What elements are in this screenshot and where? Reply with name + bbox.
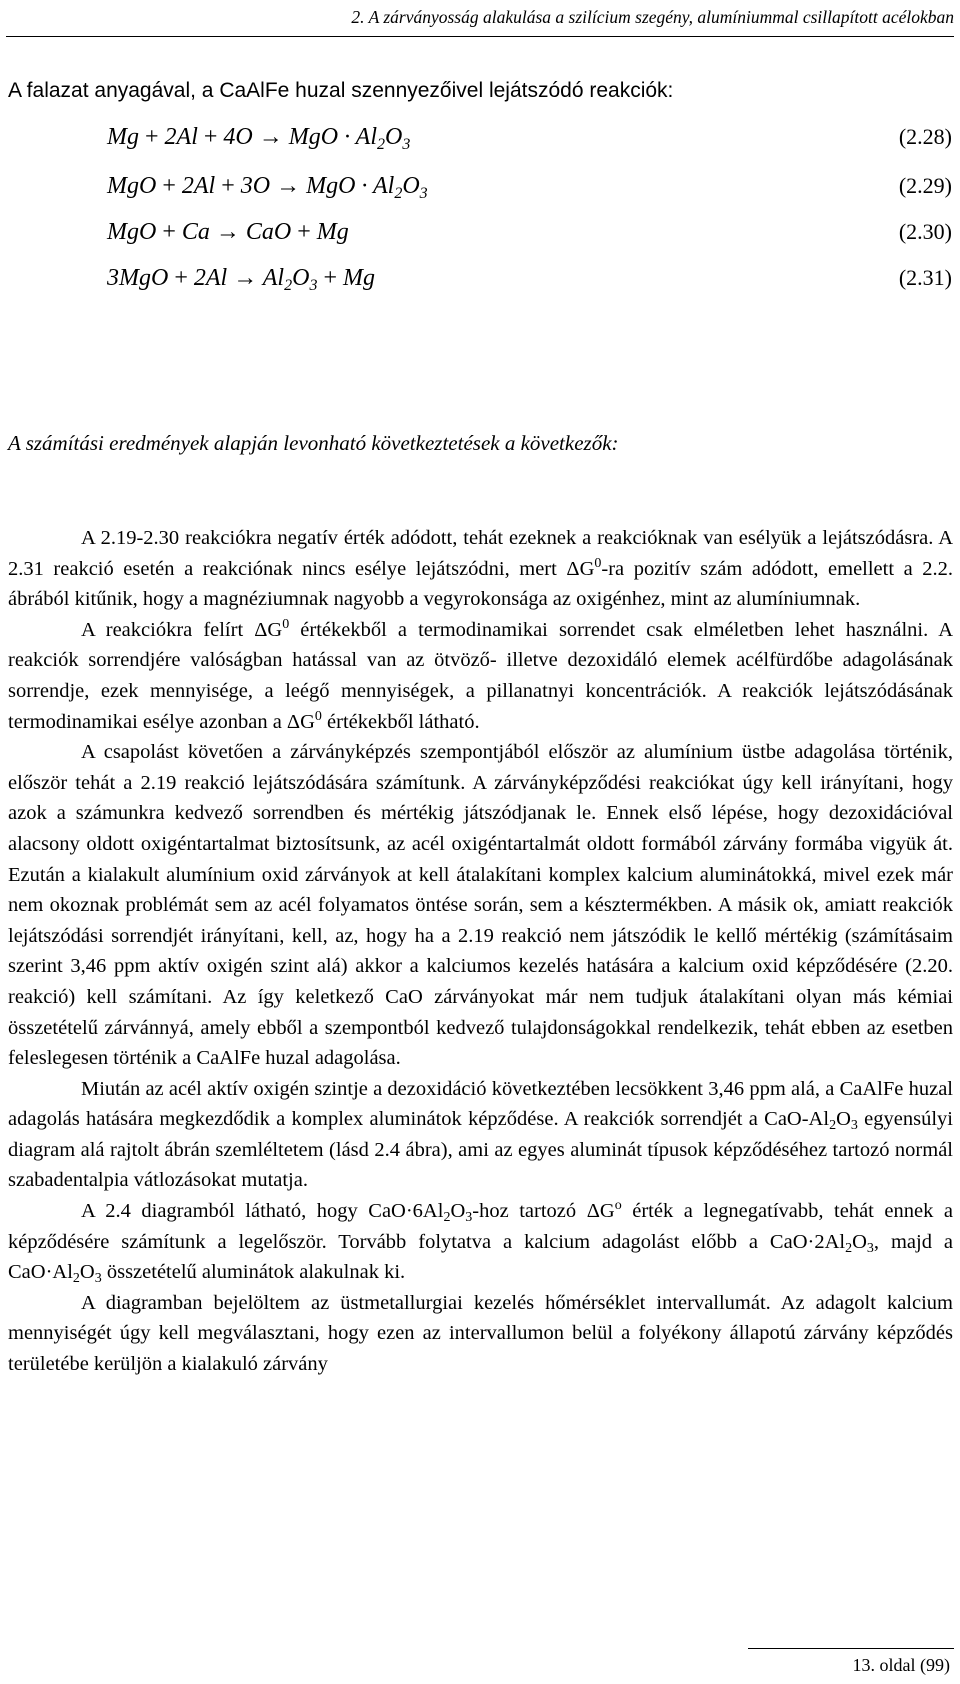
equation-number: (2.29): [898, 173, 952, 198]
equation-number: (2.28): [898, 124, 952, 149]
equation-number: (2.30): [898, 219, 952, 244]
paragraph-1: A 2.19-2.30 reakciókra negatív érték adódott, tehát ezeknek a reakcióknak van esélyük a lejátszódásra. A 2.31 reakció esetén a reakciónak nincs esélye lejátszódni, mert $\Delta G^0-ra$ pozitív szám adódott, emellett a 2.2. ábrából kitűnik, hogy a magnéziumnak nagyobb a vegyrokonsága az oxigénhez, mint az alumíniumnak.: [8, 527, 953, 611]
equation-2-28: [107, 119, 952, 155]
equation-2-29: [107, 168, 952, 204]
paragraph-4: Miután az acél aktív oxigén szintje a dezoxidáció következtében lecsökkent 3,46 ppm alá, a CaAlFe huzal adagolás hatására megkezdődik a komplex aluminátok képződése. A reakciók sorrendjét a CaO-$Al_2O_3$ egyensúlyi diagram alá rajtolt ábrán szemléltetem (lásd 2.4 ábra), ami az egyes aluminát típusok képződéséhez tartozó normál szabadentalpia vátlozásokat mutatja.: [8, 1077, 953, 1192]
intro-line: A falazat anyagával, a CaAlFe huzal szennyezőivel lejátszódó reakciók:: [8, 79, 674, 102]
running-title: 2. A zárványosság alakulása a szilícium szegény, alumíniummal csillapított acélokban: [351, 7, 954, 27]
conclusion-heading: A számítási eredmények alapján levonható következtetések a következők:: [8, 431, 619, 455]
paragraph-3: A csapolást követően a zárványképzés szempontjából először az alumínium üstbe adagolása történik, először tehát a 2.19 reakció lejátszódására számítunk. A zárványképződési reakciókat úgy kell irányítani, hogy azok a számunkra kedvező sorrendben és mértékig játszódjanak le. Ennek első lépése, hogy dezoxidációval alacsony oldott oxigéntartalmat biztosítsunk, az acél oxigéntartalmát oldott formából zárvány formába vigyük át. Ezután a kialakult alumínium oxid zárványok at kell átalakítani komplex kalcium aluminátokká, mivel ezek már nem okoznak problémát sem az acél folyamatos öntése során, sem a késztermékben. A másik ok, amiatt reakciók lejátszódási sorrendjét irányítani, kell, az, hogy ha a 2.19 reakció nem játszódik le kellő mértékig (számításaim szerint 3,46 ppm aktív oxigén szint alá) akkor a kalciumos kezelés hatására a kalcium oxid képződésére (2.20. reakció) kell számítani. Az így keletkező CaO zárványokat már nem tudjuk átalakítani olyan más kémiai összetételű zárvánnyá, amely ebből a szempontból kedvező tulajdonságokkal rendelkezik, tehát ebben az esetben feleslegesen történik a CaAlFe huzal adagolása.: [8, 741, 953, 1070]
running-header: [6, 6, 954, 28]
equation-formula: $3MgO + 2Al \to Al_2O_3 + Mg$: [107, 265, 375, 294]
paragraph-2: A reakciókra felírt $\Delta G^0$ értékekből a termodinamikai sorrendet csak elméletben lehet használni. A reakciók sorrendjére valóságban hatással van az ötvöző- illetve dezoxidáló elemek acélfürdőbe adagolásának sorrendje, ezek mennyisége, a leégő mennyiségek, a pillanatnyi koncentrációk. A reakciók lejátszódásának termodinamikai esélye azonban a $\Delta G^0$ értékekből látható.: [8, 616, 953, 733]
footer-rule: [748, 1648, 954, 1649]
equation-number: (2.31): [898, 265, 952, 290]
equation-formula: MgO + 2Al + 3O → MgO · $Al_2O_3$: [107, 173, 428, 202]
equation-2-30: [107, 214, 952, 250]
body-text: [8, 523, 953, 1380]
equation-2-31: [107, 260, 952, 296]
equation-formula: Mg + 2Al + 4O → MgO · $Al_2O_3$: [107, 124, 411, 153]
header-rule: [6, 36, 954, 37]
paragraph-5: A 2.4 diagramból látható, hogy $CaO\cdot 6Al_2O_3$-hoz tartozó $\Delta G^o$ érték a legnegatívabb, tehát ennek a képződésére számítunk a legelőször. Torvább folytatva a kalcium adagolást előbb a $CaO\cdot 2Al_2O_3$, majd a $CaO\cdot Al_2O_3$ összetételű aluminátok alakulnak ki.: [8, 1198, 954, 1287]
paragraph-6: A diagramban bejelöltem az üstmetallurgiai kezelés hőmérséklet intervallumát. Az adagolt kalcium mennyiségét úgy kell megválasztani, hogy ezen az intervallumon belül a folyékony állapotú zárvány képződés területébe kerüljön a kialakuló zárvány: [8, 1291, 953, 1376]
page-number: 13. oldal (99): [852, 1655, 950, 1675]
equation-formula: MgO + Ca → CaO + Mg: [107, 219, 349, 245]
